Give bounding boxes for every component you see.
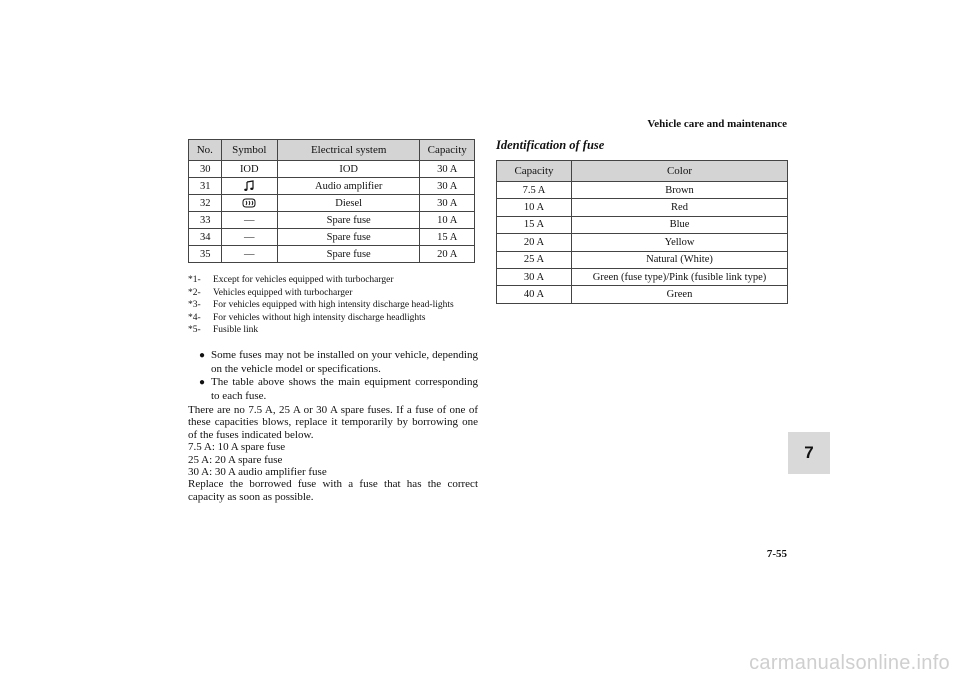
- music-note-icon: [243, 180, 255, 192]
- fuse-capacity: 30 A: [420, 178, 475, 195]
- fuse-symbol: —: [221, 212, 277, 229]
- footnote-mark: *2-: [188, 287, 201, 298]
- bullet-icon: ●: [199, 350, 206, 361]
- paragraph: 7.5 A: 10 A spare fuse: [188, 441, 286, 454]
- fuse-no: 32: [189, 195, 222, 212]
- fuse-symbol: IOD: [221, 161, 277, 178]
- fuse-no: 33: [189, 212, 222, 229]
- fuse-system: Spare fuse: [277, 212, 420, 229]
- fuse-system: IOD: [277, 161, 420, 178]
- fuse-capacity: 30 A: [497, 268, 572, 285]
- paragraph: Replace the borrowed fuse with a fuse that has the correct capacity as soon as possible.: [188, 478, 478, 503]
- fuse-capacity: 10 A: [420, 212, 475, 229]
- column-header-electrical-system: Electrical system: [277, 140, 420, 161]
- fuse-symbol: [221, 178, 277, 195]
- chapter-tab: 7: [788, 432, 830, 474]
- fuse-no: 31: [189, 178, 222, 195]
- fuse-color: Red: [572, 199, 788, 216]
- fuse-color: Brown: [572, 182, 788, 199]
- fuse-no: 30: [189, 161, 222, 178]
- fuse-capacity: 10 A: [497, 199, 572, 216]
- fuse-capacity: 20 A: [420, 246, 475, 263]
- paragraph: 30 A: 30 A audio amplifier fuse: [188, 466, 327, 479]
- fuse-capacity: 7.5 A: [497, 182, 572, 199]
- footnote-text: Fusible link: [213, 325, 259, 336]
- fuse-system: Spare fuse: [277, 229, 420, 246]
- fuse-no: 34: [189, 229, 222, 246]
- bullet-text: The table above shows the main equipment corresponding to each fuse.: [211, 376, 478, 402]
- footnote: [188, 287, 478, 300]
- fuse-color: Blue: [572, 216, 788, 233]
- bullet-icon: ●: [199, 377, 206, 388]
- table-header-row: [189, 140, 475, 161]
- table-row: [497, 199, 788, 216]
- footnote: [188, 312, 478, 325]
- table-row: [497, 234, 788, 251]
- column-header-capacity: Capacity: [497, 161, 572, 182]
- table-row: [497, 182, 788, 199]
- footnote-mark: *5-: [188, 325, 201, 336]
- column-header-symbol: Symbol: [221, 140, 277, 161]
- footnotes: [188, 274, 478, 337]
- page-number: 7-55: [766, 548, 787, 560]
- footnote-mark: *3-: [188, 300, 201, 311]
- table-row: [497, 286, 788, 303]
- footnote-text: Vehicles equipped with turbocharger: [213, 287, 353, 298]
- footnote-text: Except for vehicles equipped with turbocharger: [213, 275, 394, 285]
- bullet-list: [199, 349, 478, 403]
- fuse-capacity: 30 A: [420, 195, 475, 212]
- fuse-capacity: 40 A: [497, 286, 572, 303]
- footnote-text: For vehicles without high intensity discharge headlights: [213, 312, 426, 323]
- table-row: [497, 251, 788, 268]
- fuse-system: Audio amplifier: [277, 178, 420, 195]
- fuse-capacity: 20 A: [497, 234, 572, 251]
- fuse-capacity: 15 A: [497, 216, 572, 233]
- fuse-capacity: 25 A: [497, 251, 572, 268]
- table-row: [497, 216, 788, 233]
- bullet-item: [199, 349, 478, 376]
- paragraph: There are no 7.5 A, 25 A or 30 A spare fuses. If a fuse of one of these capacities blows, replace it temporarily by borrowing one of the fuses indicated below.: [188, 404, 478, 441]
- bullet-item: [199, 376, 478, 403]
- fuse-system: Diesel: [277, 195, 420, 212]
- fuse-color: Natural (White): [572, 251, 788, 268]
- section-title: Identification of fuse: [496, 138, 605, 152]
- fuse-color: Green: [572, 286, 788, 303]
- footnote: [188, 324, 478, 337]
- fuse-symbol: —: [221, 229, 277, 246]
- fuse-table: [188, 139, 475, 263]
- fuse-color: Green (fuse type)/Pink (fusible link type): [572, 268, 788, 285]
- table-row: [189, 246, 475, 263]
- column-header-no: No.: [189, 140, 222, 161]
- column-header-capacity: Capacity: [420, 140, 475, 161]
- footnote-text: For vehicles equipped with high intensity discharge head-lights: [213, 300, 454, 311]
- diesel-glow-plug-icon: [242, 197, 256, 209]
- footnote-mark: *1-: [188, 275, 201, 285]
- table-row: [189, 212, 475, 229]
- table-row: [189, 161, 475, 178]
- watermark: carmanualsonline.info: [749, 652, 950, 674]
- fuse-capacity: 30 A: [420, 161, 475, 178]
- table-row: [189, 178, 475, 195]
- fuse-no: 35: [189, 246, 222, 263]
- fuse-symbol: [221, 195, 277, 212]
- table-row: [497, 268, 788, 285]
- table-header-row: [497, 161, 788, 182]
- fuse-symbol: —: [221, 246, 277, 263]
- page-header: Vehicle care and maintenance: [647, 118, 787, 130]
- footnote-mark: *4-: [188, 312, 201, 323]
- bullet-text: Some fuses may not be installed on your vehicle, depending on the vehicle model or specifications.: [211, 349, 478, 375]
- fuse-color-table: [496, 160, 788, 304]
- fuse-color: Yellow: [572, 234, 788, 251]
- footnote: [188, 274, 478, 287]
- body-text: [188, 404, 478, 503]
- table-row: [189, 229, 475, 246]
- fuse-system: Spare fuse: [277, 246, 420, 263]
- fuse-capacity: 15 A: [420, 229, 475, 246]
- table-row: [189, 195, 475, 212]
- paragraph: 25 A: 20 A spare fuse: [188, 453, 283, 466]
- column-header-color: Color: [572, 161, 788, 182]
- footnote: [188, 299, 478, 312]
